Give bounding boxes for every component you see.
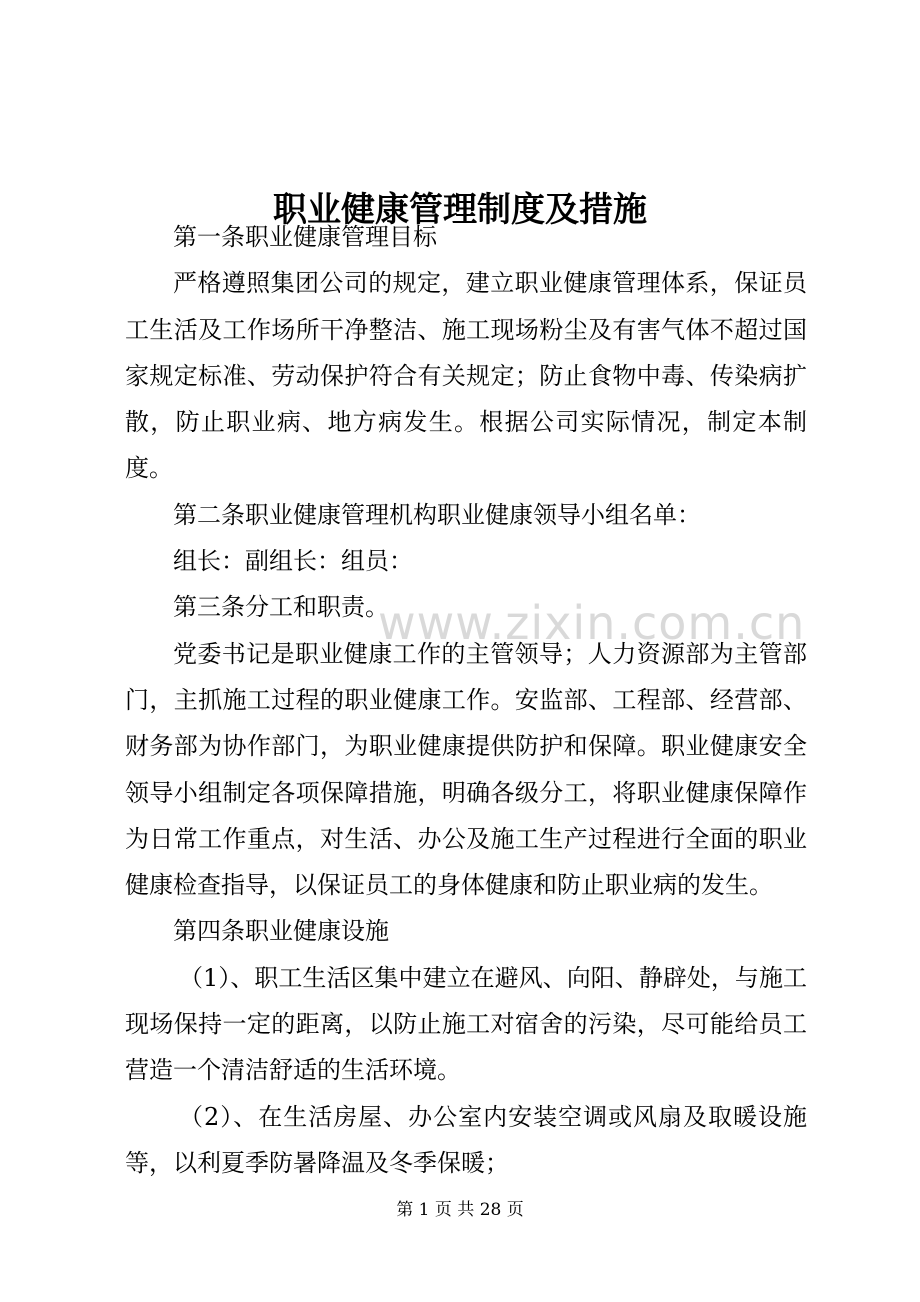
paragraph-article-3-heading: 第三条分工和职责。 xyxy=(173,593,389,622)
paragraph-article-2-heading: 第二条职业健康管理机构职业健康领导小组名单： xyxy=(173,500,701,529)
document-body xyxy=(125,214,807,1186)
watermark: www.zixin.com.cn xyxy=(378,596,806,650)
paragraph-article-1-body: 严格遵照集团公司的规定，建立职业健康管理体系，保证员工生活及工作场所干净整洁、施工现场粉尘及有害气体不超过国家规定标准、劳动保护符合有关规定；防止食物中毒、传染病扩散，防止职业病、地方病发生。根据公司实际情况，制定本制度。 xyxy=(125,269,807,483)
paragraph-item-2: （2）、在生活房屋、办公室内安装空调或风扇及取暖设施等，以利夏季防暑降温及冬季保暖； xyxy=(125,1102,807,1177)
paragraph-article-1-heading: 第一条职业健康管理目标 xyxy=(173,223,437,251)
page-footer: 第 1 页 共 28 页 xyxy=(396,1200,524,1220)
document-title: 职业健康管理制度及措施 xyxy=(273,189,647,230)
paragraph-article-3-body: 党委书记是职业健康工作的主管领导；人力资源部为主管部门，主抓施工过程的职业健康工作。安监部、工程部、经营部、财务部为协作部门，为职业健康提供防护和保障。职业健康安全领导小组制定各项保障措施，明确各级分工，将职业健康保障作为日常工作重点，对生活、办公及施工生产过程进行全面的职业健康检查指导，以保证员工的身体健康和防止职业病的发生。 xyxy=(125,639,807,900)
paragraph-item-1: （1）、职工生活区集中建立在避风、向阳、静辟处，与施工现场保持一定的距离，以防止施工对宿舍的污染，尽可能给员工营造一个清洁舒适的生活环境。 xyxy=(125,963,807,1085)
paragraph-article-4-heading: 第四条职业健康设施 xyxy=(173,917,389,946)
paragraph-group-members: 组长：副组长：组员： xyxy=(173,547,413,576)
